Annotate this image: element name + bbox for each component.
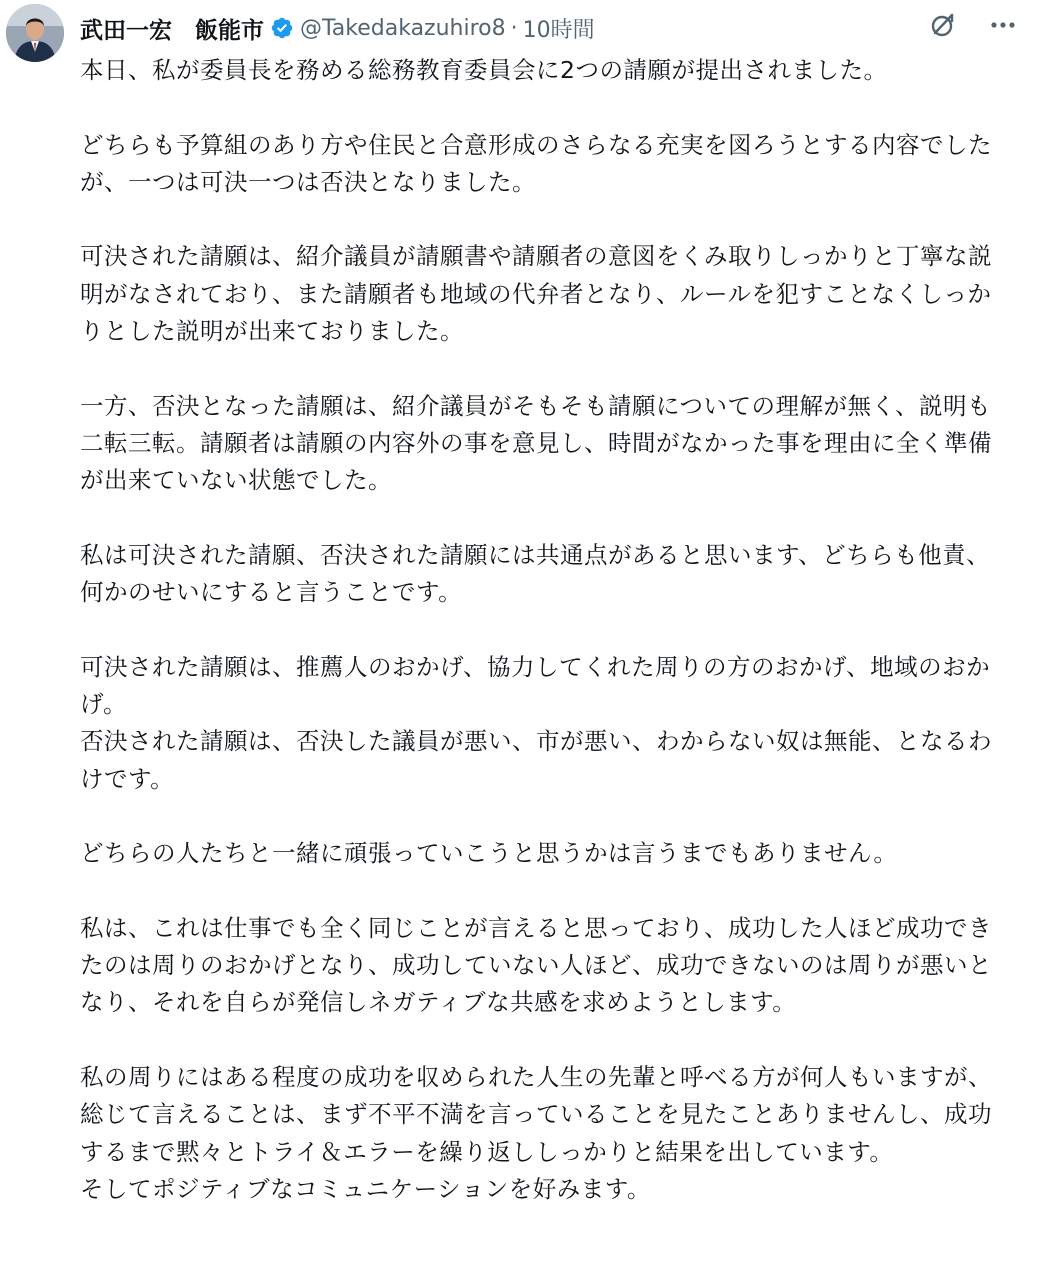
author-display-name[interactable]: 武田一宏 飯能市 bbox=[80, 17, 264, 44]
tweet-timestamp[interactable]: 10時間 bbox=[522, 17, 595, 43]
tweet-header-actions bbox=[924, 6, 1022, 44]
avatar[interactable] bbox=[6, 4, 64, 62]
avatar-image bbox=[6, 4, 64, 62]
tweet-header bbox=[80, 8, 595, 48]
author-handle[interactable]: @Takedakazuhiro8 bbox=[300, 15, 506, 41]
bottom-fade bbox=[0, 1252, 1064, 1282]
grok-icon[interactable] bbox=[924, 6, 962, 44]
more-icon[interactable] bbox=[984, 6, 1022, 44]
tweet-text: 本日、私が委員長を務める総務教育委員会に2つの請願が提出されました。 どちらも予算組のあり方や住民と合意形成のさらなる充実を図ろうとする内容でしたが、一つは可決一つは否決となりました。 可決された請願は、紹介議員が請願書や請願者の意図をくみ取りしっかりと丁寧な説明がなされており、また請願者も地域の代弁者となり、ルールを犯すことなくしっかりとした説明が出来ておりました。 一方、否決となった請願は、紹介議員がそもそも請願についての理解が無く、説明も二転三転。請願者は請願の内容外の事を意見し、時間がなかった事を理由に全く準備が出来ていない状態でした。 私は可決された請願、否決された請願には共通点があると思います、どちらも他責、何かのせいにすると言うことです。 可決された請願は、推薦人のおかげ、協力してくれた周りの方のおかげ、地域のおかげ。 否決された請願は、否決した議員が悪い、市が悪い、わからない奴は無能、となるわけです。 どちらの人たちと一緒に頑張っていこうと思うかは言うまでもありません。 私は、これは仕事でも全く同じことが言えると思っており、成功した人ほど成功できたのは周りのおかげとなり、成功していない人ほど、成功できないのは周りが悪いとなり、それを自らが発信しネガティブな共感を求めようとします。 私の周りにはある程度の成功を収められた人生の先輩と呼べる方が何人もいますが、総じて言えることは、まず不平不満を言っていることを見たことありませんし、成功するまで黙々とトライ＆エラーを繰り返ししっかりと結果を出しています。 そしてポジティブなコミュニケーションを好みます。 bbox=[80, 56, 992, 1203]
verified-badge-icon bbox=[270, 16, 294, 40]
header-separator: · bbox=[510, 15, 518, 41]
